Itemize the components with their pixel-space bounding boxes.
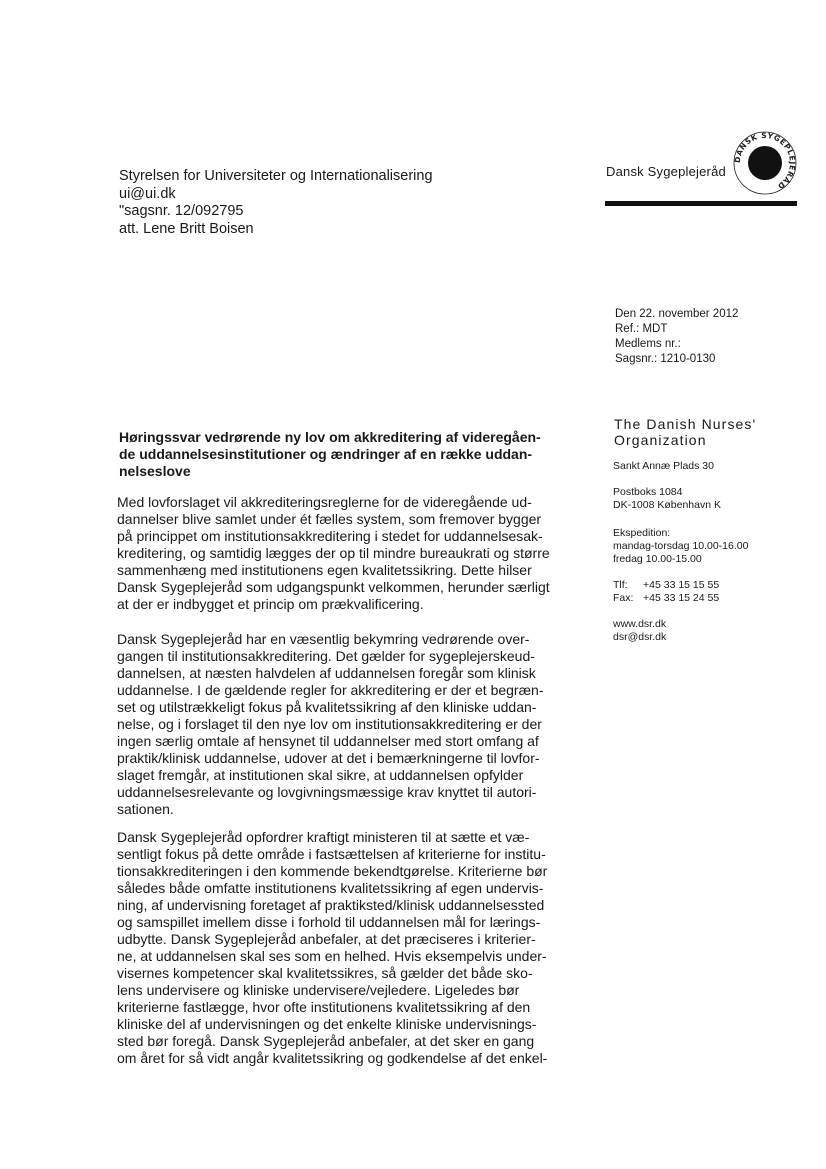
org-street: Sankt Annæ Plads 30 <box>613 460 714 472</box>
org-postbox <box>613 486 721 512</box>
dsr-seal-icon <box>732 130 798 196</box>
subject-line: nelseslove <box>119 463 191 479</box>
org-postbox-line: Postboks 1084 <box>613 486 683 498</box>
subject-line: de uddannelsesinstitutioner og ændringer af en række uddan- <box>119 446 533 462</box>
text-line: uddannelse. I de gældende regler for akkreditering er der et begræn- <box>117 682 544 698</box>
org-name <box>614 416 756 448</box>
text-line: visernes kompetencer skal kvalitetssikres, så gælder det både sko- <box>117 965 533 981</box>
org-opening-hours <box>613 527 748 566</box>
text-line: Dansk Sygeplejeråd opfordrer kraftigt ministeren til at sætte et væ- <box>117 829 530 845</box>
text-line: sammenhæng med institutionens egen kvalitetssikring. Dette hilser <box>117 562 532 578</box>
text-line: ning, af undervisning foretaget af praktiksted/klinisk uddannelsessted <box>117 897 545 913</box>
text-line: således både omfatte institutionens kvalitetssikring af egen undervis- <box>117 880 544 896</box>
text-line: set og utilstrækkeligt fokus på kvalitetssikring af den kliniske uddan- <box>117 699 537 715</box>
recipient-line: ui@ui.dk <box>119 185 176 202</box>
text-line: tionsakkrediteringen i den kommende bekendtgørelse. Kriterierne bør <box>117 863 548 879</box>
text-line: sationen. <box>117 801 174 817</box>
logo-ring-text: DANSK SYGEPLEJERÅD <box>732 130 798 191</box>
meta-member-no: Medlems nr.: <box>615 338 681 350</box>
phone-label: Tlf: <box>613 579 628 591</box>
text-line: og samspillet imellem disse i forhold til uddannelsen mål for lærings- <box>117 914 541 930</box>
brand-rule <box>605 201 797 206</box>
text-line: lens undervisere og kliniske undervisere/vejledere. Ligeledes bør <box>117 982 520 998</box>
org-postbox-line: DK-1008 København K <box>613 499 721 511</box>
meta-case-no: Sagsnr.: 1210-0130 <box>615 353 716 365</box>
org-phone-fax <box>613 579 719 605</box>
text-line: nelse, og i forslaget til den nye lov om institutionsakkreditering er der <box>117 716 542 732</box>
phone-number: +45 33 15 15 55 <box>643 579 720 591</box>
text-line: om året for så vidt angår kvalitetssikring og godkendelse af det enkel- <box>117 1050 548 1066</box>
recipient-line: "sagsnr. 12/092795 <box>119 203 244 219</box>
recipient-line: Styrelsen for Universiteter og Internationalisering <box>119 168 433 184</box>
org-name-line: Organization <box>614 432 707 448</box>
hours-line: mandag-torsdag 10.00-16.00 <box>613 540 749 552</box>
body-paragraph-3 <box>117 829 547 1067</box>
body-paragraph-2 <box>117 631 543 818</box>
text-line: praktik/klinisk uddannelse, udover at det i bemærkningerne til lovfor- <box>117 750 540 766</box>
text-line: dannelser blive samlet under ét fælles system, som fremover bygger <box>117 511 542 527</box>
fax-row <box>613 592 719 605</box>
text-line: at der er indbygget et princip om prækvalificering. <box>117 596 424 612</box>
phone-row <box>613 579 719 592</box>
text-line: ne, at uddannelsen skal ses som en helhed. Hvis eksempelvis under- <box>117 948 547 964</box>
org-name-line: The Danish Nurses' <box>614 416 757 432</box>
org-website: www.dsr.dk <box>613 618 667 630</box>
text-line: gangen til institutionsakkreditering. Det gælder for sygeplejerskeud- <box>117 648 535 664</box>
hours-line: Ekspedition: <box>613 527 671 539</box>
text-line: ingen særlig omtale af hensynet til uddannelser med stort omfang af <box>117 733 539 749</box>
brand-name: Dansk Sygeplejeråd <box>606 164 726 179</box>
text-line: på princippet om institutionsakkreditering i stedet for uddannelsesak- <box>117 528 543 544</box>
org-email: dsr@dsr.dk <box>613 631 667 643</box>
subject-line: Høringssvar vedrørende ny lov om akkreditering af videregåen- <box>119 429 541 445</box>
hours-line: fredag 10.00-15.00 <box>613 553 702 565</box>
letter-meta <box>615 307 738 367</box>
text-line: Med lovforslaget vil akkrediteringsreglerne for de videregående ud- <box>117 494 532 510</box>
text-line: kriterierne fastlægge, hvor ofte institutionens kvalitetssikring af den <box>117 999 531 1015</box>
text-line: sentligt fokus på dette område i fastsættelsen af kriterierne for institu- <box>117 846 546 862</box>
text-line: Dansk Sygeplejeråd som udgangspunkt velkommen, herunder særligt <box>117 579 550 595</box>
org-web <box>613 618 666 644</box>
text-line: kliniske del af undervisningen og det enkelte kliniske undervisnings- <box>117 1016 537 1032</box>
body-paragraph-1 <box>117 494 550 613</box>
text-line: kreditering, og samtidig lægges der op til mindre bureaukrati og større <box>117 545 550 561</box>
meta-date: Den 22. november 2012 <box>615 308 739 320</box>
fax-label: Fax: <box>613 592 634 604</box>
text-line: slaget fremgår, at institutionen skal sikre, at uddannelsen opfylder <box>117 767 524 783</box>
meta-ref: Ref.: MDT <box>615 323 668 335</box>
text-line: uddannelsesrelevante og lovgivningsmæssige krav knyttet til autori- <box>117 784 537 800</box>
letter-subject <box>119 429 541 480</box>
text-line: sted bør foregå. Dansk Sygeplejeråd anbefaler, at det sker en gang <box>117 1033 535 1049</box>
recipient-address <box>119 168 433 238</box>
text-line: dannelsen, at næsten halvdelen af uddannelsen foregår som klinisk <box>117 665 536 681</box>
text-line: udbytte. Dansk Sygeplejeråd anbefaler, at det præciseres i kriterier- <box>117 931 536 947</box>
text-line: Dansk Sygeplejeråd har en væsentlig bekymring vedrørende over- <box>117 631 530 647</box>
fax-number: +45 33 15 24 55 <box>643 592 720 604</box>
recipient-line: att. Lene Britt Boisen <box>119 220 254 237</box>
